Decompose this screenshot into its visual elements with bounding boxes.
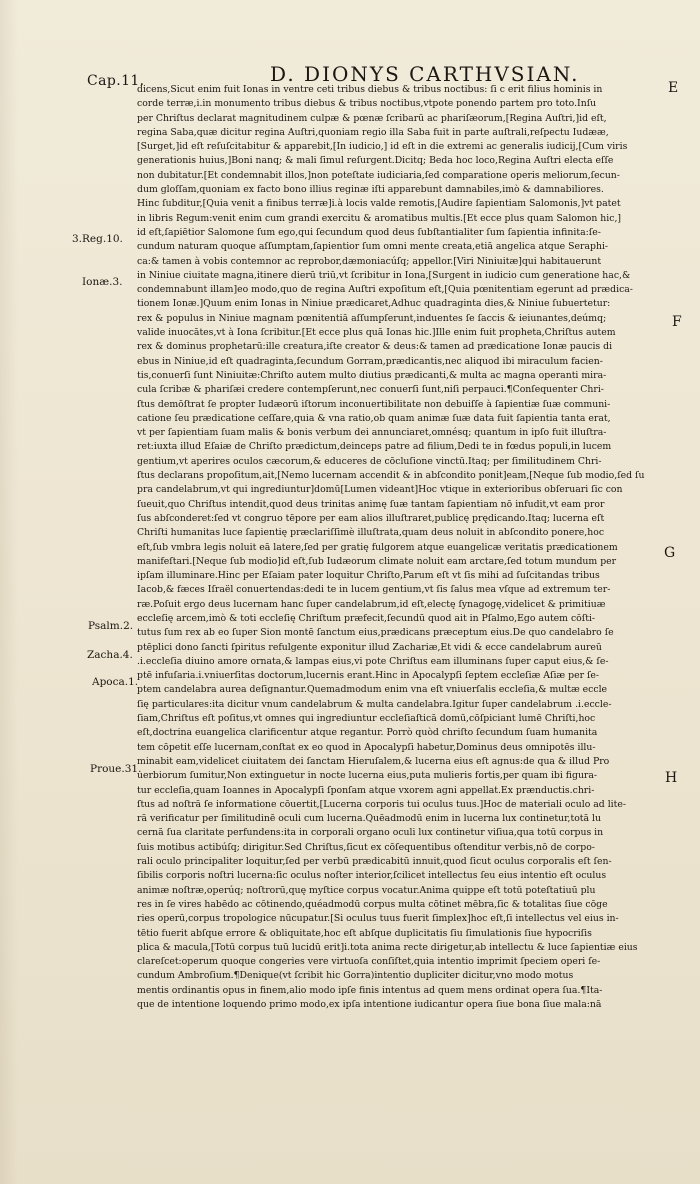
section-letter: E (668, 80, 679, 96)
text-line: ræ.Poſuit ergo deus lucernam hanc ſuper candelabrum,id eſt,electę ſynagogę,videlicet & primitiuæ (137, 598, 606, 610)
text-line: ſuis motibus actibúſq; dirigitur.Sed Chriſtus,ſicut ex cōſequentibus oſtenditur verbis,nō de corpo- (137, 841, 595, 853)
text-line: in Niniue ciuitate magna,itinere dierū triū,vt ſcribitur in Iona,[Surgent in iudicio cum generatione hac,& (137, 269, 631, 281)
text-line: tur eccleſia,quam Ioannes in Apocalypſi ſponſam atque vxorem agni appellat.Ex prænductis.chri- (137, 784, 595, 796)
text-line: manifeſtari.[Neque ſub modio]id eſt,ſub Iudæorum climate noluit eam arctare,ſed totum mundum per (137, 555, 617, 567)
text-line: tutus ſum rex ab eo ſuper Sion montē ſanctum eius,prædicans præceptum eius.De quo candelabro ſe (137, 627, 614, 639)
margin-note: Ionæ.3. (82, 276, 123, 288)
text-line: ptēplici dono ſancti ſpiritus refulgente exponitur illud Zachariæ,Et vidi & ecce candelabrum aureū (137, 641, 602, 653)
text-line: ſus abſconderet:ſed vt congruo tēpore per eam alios illuſtraret,publicę prędicando.Itaq; lucerna eſt (137, 512, 605, 524)
text-line: dum gloſſam,quoniam ex facto bono illius reginæ iſti apparebunt damnabiles,imò & damnabiliores. (137, 184, 604, 196)
text-line: catione ſeu prædicatione ceſſare,quia & vna ratio,ob quam animæ ſuæ data fuit ſapientia tanta erat, (137, 412, 611, 424)
text-line: Hinc ſubditur,[Quia venit a finibus terræ]i.à locis valde remotis,[Audire ſapientiam Salomonis,]vt patet (137, 198, 621, 210)
text-line: ſiam,Chriſtus eſt poſitus,vt omnes qui ingrediuntur eccleſiaſticā domū,cōſpiciant lumē Chriſti,hoc (137, 713, 596, 725)
text-line: eſt,ſub vmbra legis noluit eā latere,ſed per gratię fulgorem atque euangelicæ veritatis prædicationem (137, 541, 618, 553)
text-line: plica & macula,[Totū corpus tuū lucidū erit]i.tota anima recte dirigetur,ab intellectu & luce ſapientiæ eius (137, 941, 638, 953)
text-line: minabit eam,videlicet ciuitatem dei ſanctam Hieruſalem,& lucerna eius eſt agnus:de qua & illud Pro (137, 755, 610, 767)
text-line: valide inuocātes,vt à Iona ſcribitur.[Et ecce plus quā Ionas hic.]Ille enim fuit propheta,Chriſtus autem (137, 327, 616, 339)
text-line: per Chriſtus declarat magnitudinem culpæ & pœnæ ſcribarū ac phariſæorum,[Regina Auſtri,]id eſt, (137, 112, 607, 124)
text-line: tis,conuerſi ſunt Niniuitæ:Chriſto autem multo diutius prædicanti,& multa ac magna operanti mira- (137, 369, 607, 381)
text-line: vt per ſapientiam ſuam malis & bonis verbum dei annunciaret,omnésq; quantum in ipſo fuit illuſtra- (137, 427, 607, 439)
text-line: gentium,vt aperires oculos cæcorum,& educeres de cōcluſione vinctū.Itaq; per ſimilitudinem Chri- (137, 455, 602, 467)
text-line: .i.eccleſia diuino amore ornata,& lampas eius,vi pote Chriſtus eam illuminans ſuper caput eius,& ſe- (137, 655, 609, 667)
margin-note: Apoca.1. (92, 676, 139, 688)
section-letter: G (664, 545, 676, 561)
margin-note: Zacha.4. (87, 649, 133, 661)
running-title: D. DIONYS CARTHVSIAN. (270, 62, 580, 86)
text-line: tionem Ionæ.]Quum enim Ionas in Niniue prædicaret,Adhuc quadraginta dies,& Niniue ſubuertetur: (137, 298, 611, 310)
text-line: ſibilis corporis noſtri lucerna:ſic oculus noſter interior,ſcilicet intellectus ſeu eius intentio eſt oculus (137, 870, 607, 882)
text-line: cula ſcribæ & phariſæi credere contempſerunt,nec conuerſi ſunt,niſi perpauci.¶Conſequenter Chri- (137, 384, 604, 396)
text-line: ca:& tamen à vobis contemnor ac reprobor,dæmoniacúſq; appellor.[Viri Niniuitæ]qui habitauerunt (137, 255, 602, 267)
text-line: cernā ſua claritate perfundens:ita in corporali organo oculi lux continetur viſiua,qua totū corpus in (137, 827, 604, 839)
text-line: in libris Regum:venit enim cum grandi exercitu & aromatibus multis.[Et ecce plus quam Salomon hic,] (137, 212, 622, 224)
text-line: rex & dominus prophetarū:ille creatura,iſte creator & deus:& tamen ad prædicatione Ionæ paucis di (137, 341, 613, 353)
text-line: mentis ordinantis opus in finem,alio modo ipſe finis intentus ad quem mens ordinat opera ſua.¶Ita- (137, 984, 603, 996)
text-line: ptem candelabra aurea deſignantur.Quemadmodum enim vna eſt vniuerſalis eccleſia,& multæ eccle (137, 684, 608, 696)
text-line: cundum naturam quoque aſſumptam,ſapientior ſum omni mente creata,etiā angelica atque Seraphi- (137, 241, 609, 253)
text-line: ret:iuxta illud Eſaiæ de Chriſto prædictum,deinceps patre ad filium,Dedi te in fœdus populi,in lucem (137, 441, 612, 453)
chapter-label: Cap.11. (87, 73, 145, 89)
text-line: eſt,doctrina euangelica clarificentur atque regantur. Porrò quòd chriſto ſecundum ſuam humanita (137, 727, 598, 739)
margin-note: Psalm.2. (88, 620, 134, 632)
text-line: ptē infuſaria.i.vniuerſitas doctorum,lucernis erant.Hinc in Apocalypſi ſeptem eccleſiæ Aſiæ per ſe- (137, 670, 600, 682)
text-line: [Surget,]id eſt reſuſcitabitur & apparebit,[In iudicio,] id eſt in die extremi ac generalis iudicij,[Cum viris (137, 141, 628, 153)
text-line: res in ſe vires habēdo ac cōtinendo,quéadmodū corpus multa cōtinet mēbra,ſic & totalitas ſiue cōge (137, 898, 608, 910)
text-line: cundum Ambroſium.¶Denique(vt ſcribit hic Gorra)intentio dupliciter dicitur,vno modo motus (137, 970, 574, 982)
text-line: ſtus declarans propoſitum,ait,[Nemo lucernam accendit & in abſcondito ponit]eam,[Neque ſub modio,ſed ſu (137, 470, 645, 482)
text-line: ſueuit,quo Chriſtus intendit,quod deus trinitas animę ſuæ tantam ſapientiam nō infudit,vt eam pror (137, 498, 605, 510)
margin-note: Proue.31. (90, 763, 142, 775)
text-line: Chriſti humanitas luce ſapientię præclariſſimè illuſtrata,quam deus noluit in abſcondito ponere,hoc (137, 527, 605, 539)
text-line: uerbiorum ſumitur,Non extinguetur in nocte lucerna eius,puta mulieris fortis,per quam ibi figura- (137, 770, 598, 782)
text-line: ipſam illuminare.Hinc per Eſaiam pater loquitur Chriſto,Parum eſt vt ſis mihi ad ſuſcitandas tribus (137, 570, 600, 582)
page-gutter-shadow (0, 0, 18, 1184)
text-line: rex & populus in Niniue magnam pœnitentiā aſſumpſerunt,induentes ſe ſaccis & ieiunantes,deúmq; (137, 312, 607, 324)
text-line: ries operū,corpus tropologice nūcupatur.[Si oculus tuus fuerit ſimplex]hoc eſt,ſi intellectus vel eius in- (137, 913, 619, 925)
text-line: ſię particulares:ita dicitur vnum candelabrum & multa candelabra.Igitur ſuper candelabrum .i.eccle- (137, 698, 612, 710)
text-line: pra candelabrum,vt qui ingrediuntur]domū[Lumen videant]Hoc vtique in exterioribus obſeruari ſic con (137, 484, 623, 496)
main-text-column (137, 83, 659, 1012)
text-line: clareſcet:operum quoque congeries vere virtuoſa conſiſtet,quia intentio imprimit ſpeciem operi ſe- (137, 956, 601, 968)
text-line: tem cōpetit eſſe lucernam,conſtat ex eo quod in Apocalypſi habetur,Dominus deus omnipotēs illu- (137, 741, 596, 753)
page-header (0, 0, 700, 90)
text-line: eccleſię arcem,imò & toti eccleſię Chriſtum præfecit,ſecundū quod ait in Pſalmo,Ego autem cōſti- (137, 612, 596, 624)
text-line: condemnabunt illam]eo modo,quo de regina Auſtri expoſitum eſt,[Quia pœnitentiam egerunt ad prædica- (137, 284, 633, 296)
text-line: non dubitatur.[Et condemnabit illos,]non poteſtate iudiciaria,ſed comparatione operis meliorum,ſecun- (137, 169, 620, 181)
text-line: que de intentione loquendo primo modo,ex ipſa intentione iudicantur opera ſiue bona ſiue mala:nā (137, 999, 602, 1010)
margin-note: 3.Reg.10. (72, 233, 123, 245)
section-letter: F (672, 314, 682, 330)
text-line: id eſt,ſapiētior Salomone ſum ego,qui ſecundum quod deus ſubſtantialiter ſum ſapientia infinita:ſe- (137, 226, 601, 238)
text-line: corde terræ,i.in monumento tribus diebus & tribus noctibus,vtpote ponendo partem pro toto.Inſu (137, 98, 597, 110)
text-line: ſtus ad noſtrā ſe informatione cōuertit,[Lucerna corporis tui oculus tuus.]Hoc de materiali oculo ad lite- (137, 798, 627, 810)
text-line: regina Saba,quæ dicitur regina Auſtri,quoniam regio illa Saba fuit in parte auſtrali,reſpectu Iudææ, (137, 126, 609, 138)
text-line: ebus in Niniue,id eſt quadraginta,ſecundum Gorram,prædicantis,nec aliquod ibi miraculum facien- (137, 355, 603, 367)
text-line: dicens,Sicut enim fuit Ionas in ventre ceti tribus diebus & tribus noctibus: ſi c erit filius hominis in (137, 84, 603, 95)
text-line: Iacob,& fæces Iſraël conuertendas:dedi te in lucem gentium,vt ſis ſalus mea vſque ad extremum ter- (137, 584, 611, 596)
text-line: rali oculo principaliter loquitur,ſed per verbū prædicabitū innuit,quod ſicut oculus corporalis eſt ſen- (137, 856, 612, 868)
text-line: generationis huius,]Boni nanq; & mali ſimul reſurgent.Dicitq; Beda hoc loco,Regina Auſtri electa eſſe (137, 155, 614, 167)
text-line: animæ noſtræ,operúq; noſtrorū,quę myſtice corpus vocatur.Anima quippe eſt totū poteſtatiuū plu (137, 884, 596, 896)
text-line: tētio fuerit abſque errore & obliquitate,hoc eſt abſque duplicitatis ſiu ſimulationis ſiue hypocriſis (137, 927, 592, 939)
text-line: rā verificatur per ſimilitudinē oculi cum lucerna.Quēadmodū enim in lucerna lux continetur,totā lu (137, 813, 601, 825)
section-letter: H (665, 770, 678, 786)
text-line: ſtus demōſtrat ſe propter Iudæorū iſtorum inconuertibilitate non debuiſſe à ſapientiæ ſuæ communi- (137, 398, 611, 410)
